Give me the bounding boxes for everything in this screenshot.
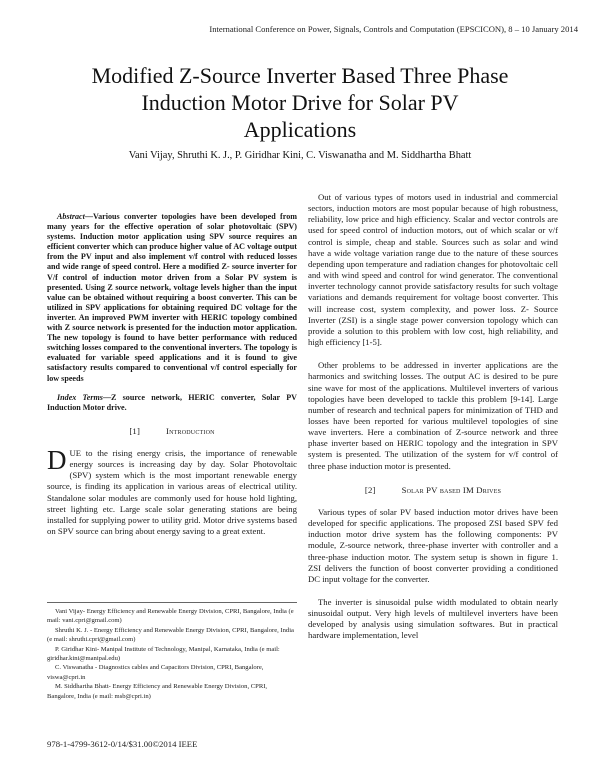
title-line-2: Induction Motor Drive for Solar PV: [141, 90, 459, 115]
footnote: P. Giridhar Kini- Manipal Institute of Technology, Manipal, Karnataka, India (e mail: giridhar.kini@manipal.edu): [47, 645, 280, 663]
section-heading-solar-pv: [308, 485, 558, 496]
section-number: [1]: [129, 425, 141, 436]
body-paragraph: Out of various types of motors used in industrial and commercial sectors, induction motors are most popular because of high robustness, reliability, low price and high efficiency. Scalar and vector controls are used for speed control of induction motors, out of which scalar or v/f control is simple, cheap and stable. Sources such as solar and wind have a wide voltage variation range due to the nature of these sources depending upon temperature and radiation changes for photovoltaic cell and with wind speed and control for wind generator. The conventional inverter technology cannot provide satisfactory results for such voltage variations and demands requirement for voltage boost converter. This will increase cost, system complexity, and power loss. Z- Source Inverter (ZSI) is a single stage power conversion topology which can provide a solution to this problem with low cost, high reliability, and high efficiency [1-5].: [308, 192, 558, 348]
isbn-copyright: 978-1-4799-3612-0/14/$31.00©2014 IEEE: [47, 739, 198, 749]
title-line-3: Applications: [243, 117, 357, 142]
introduction-paragraph: [47, 444, 297, 537]
left-column: [47, 212, 297, 537]
section-number: [2]: [364, 484, 376, 495]
author-footnotes: [47, 602, 297, 701]
section-heading-introduction: [47, 426, 297, 437]
footnote: M. Siddhartha Bhatt- Energy Efficiency and Renewable Energy Division, CPRI, Bangalore, India (e mail: msb@cpri.in): [47, 683, 268, 700]
body-paragraph: The inverter is sinusoidal pulse width modulated to obtain nearly sinusoidal output. Very high levels of multilevel inverters have been developed by analysis using simulation softwares. But in practical hardware implementation, level: [308, 597, 558, 641]
section-title: Introduction: [166, 425, 215, 436]
paper-title: [40, 62, 560, 143]
footnote: Vani Vijay- Energy Efficiency and Renewable Energy Division, CPRI, Bangalore, India (e mail: vani.cpri@gmail.com): [47, 608, 294, 625]
body-paragraph: Various types of solar PV based induction motor drives have been developed for specific applications. The proposed ZSI based SPV fed induction motor drive system has the following components: PV module, Z-source network, three-phase inverter with controller and a three-phase induction motor. The system setup is shown in figure 1. ZSI delivers the function of boost converter providing a conditioned DC input voltage for the converter.: [308, 506, 558, 584]
footnote: C. Viswanatha - Diagnostics cables and Capacitors Division, CPRI, Bangalore, viswa@cpri.in: [47, 664, 264, 681]
author-list: Vani Vijay, Shruthi K. J., P. Giridhar Kini, C. Viswanatha and M. Siddhartha Bhatt: [128, 150, 472, 161]
abstract-label: Abstract: [57, 212, 85, 221]
body-paragraph: Other problems to be addressed in inverter applications are the harmonics and switching losses. The output AC is desired to be pure sine wave for most of the applications. Multilevel inverters of various topologies have been developed to tackle this problem [9-14]. Large number of research and technical papers for minimization of THD and losses have been reported for various multilevel topologies of sine wave inverters. Here a combination of Z-source network and three phase inverter based on HERIC topology and the integration in SPV system is presented. The utilization of the system for v/f control of three phase induction motor is presented.: [308, 360, 558, 471]
footnote: Shruthi K. J. - Energy Efficiency and Renewable Energy Division, CPRI, Bangalore, India (e mail: shruthi.cpri@gmail.com): [47, 626, 294, 644]
index-terms-label: Index Terms: [57, 392, 103, 402]
section-title: Solar PV based IM Drives: [401, 484, 502, 495]
drop-cap: D: [47, 444, 67, 475]
right-column: [308, 192, 558, 642]
title-line-1: Modified Z-Source Inverter Based Three Phase: [91, 63, 509, 88]
index-terms-text: —Z source network, HERIC converter, Solar PV Induction Motor drive.: [47, 392, 298, 412]
abstract-text: —Various converter topologies have been developed from many years for the effective operation of solar photovoltaic (SPV) systems. Induction motor application using SPV source requires an efficient converter which can produce higher value of AC voltage output from the PV input and also implement v/f control with reduced losses and wide range of speed control. Here a modified Z- source inverter for V/f control of induction motor driven from a Solar PV system is presented. Using Z source network, voltage levels higher than the input value can be obtained without requiring a boost converter. This can be utilized in SPV applications for obtaining required DC voltage for the inverter. An improved PWM inverter with HERIC topology combined with Z source network is presented for the induction motor application. The new topology is found to have better performance with reduced switching losses compared to the conventional inverters. The topology is evaluated for variable speed applications and it is found to give satisfactory results compared to conventional v/f control especially for low speeds: [47, 212, 297, 383]
abstract: [47, 212, 297, 384]
conference-header: International Conference on Power, Signals, Controls and Computation (EPSCICON), 8 – 10 January 2014: [209, 24, 578, 34]
introduction-text: UE to the rising energy crisis, the importance of renewable energy sources is increasing day by day. Solar Photovoltaic (SPV) system which is the most important renewable energy source, is finding its application in various areas of electrical utility. Standalone solar modules are commonly used for house hold lighting, street lighting etc. Large scale solar generating stations are being installed for supplying power to utility grid. Motor drive systems based on SPV source can bring about energy saving to a great extent.: [47, 447, 297, 537]
index-terms: [47, 393, 297, 413]
